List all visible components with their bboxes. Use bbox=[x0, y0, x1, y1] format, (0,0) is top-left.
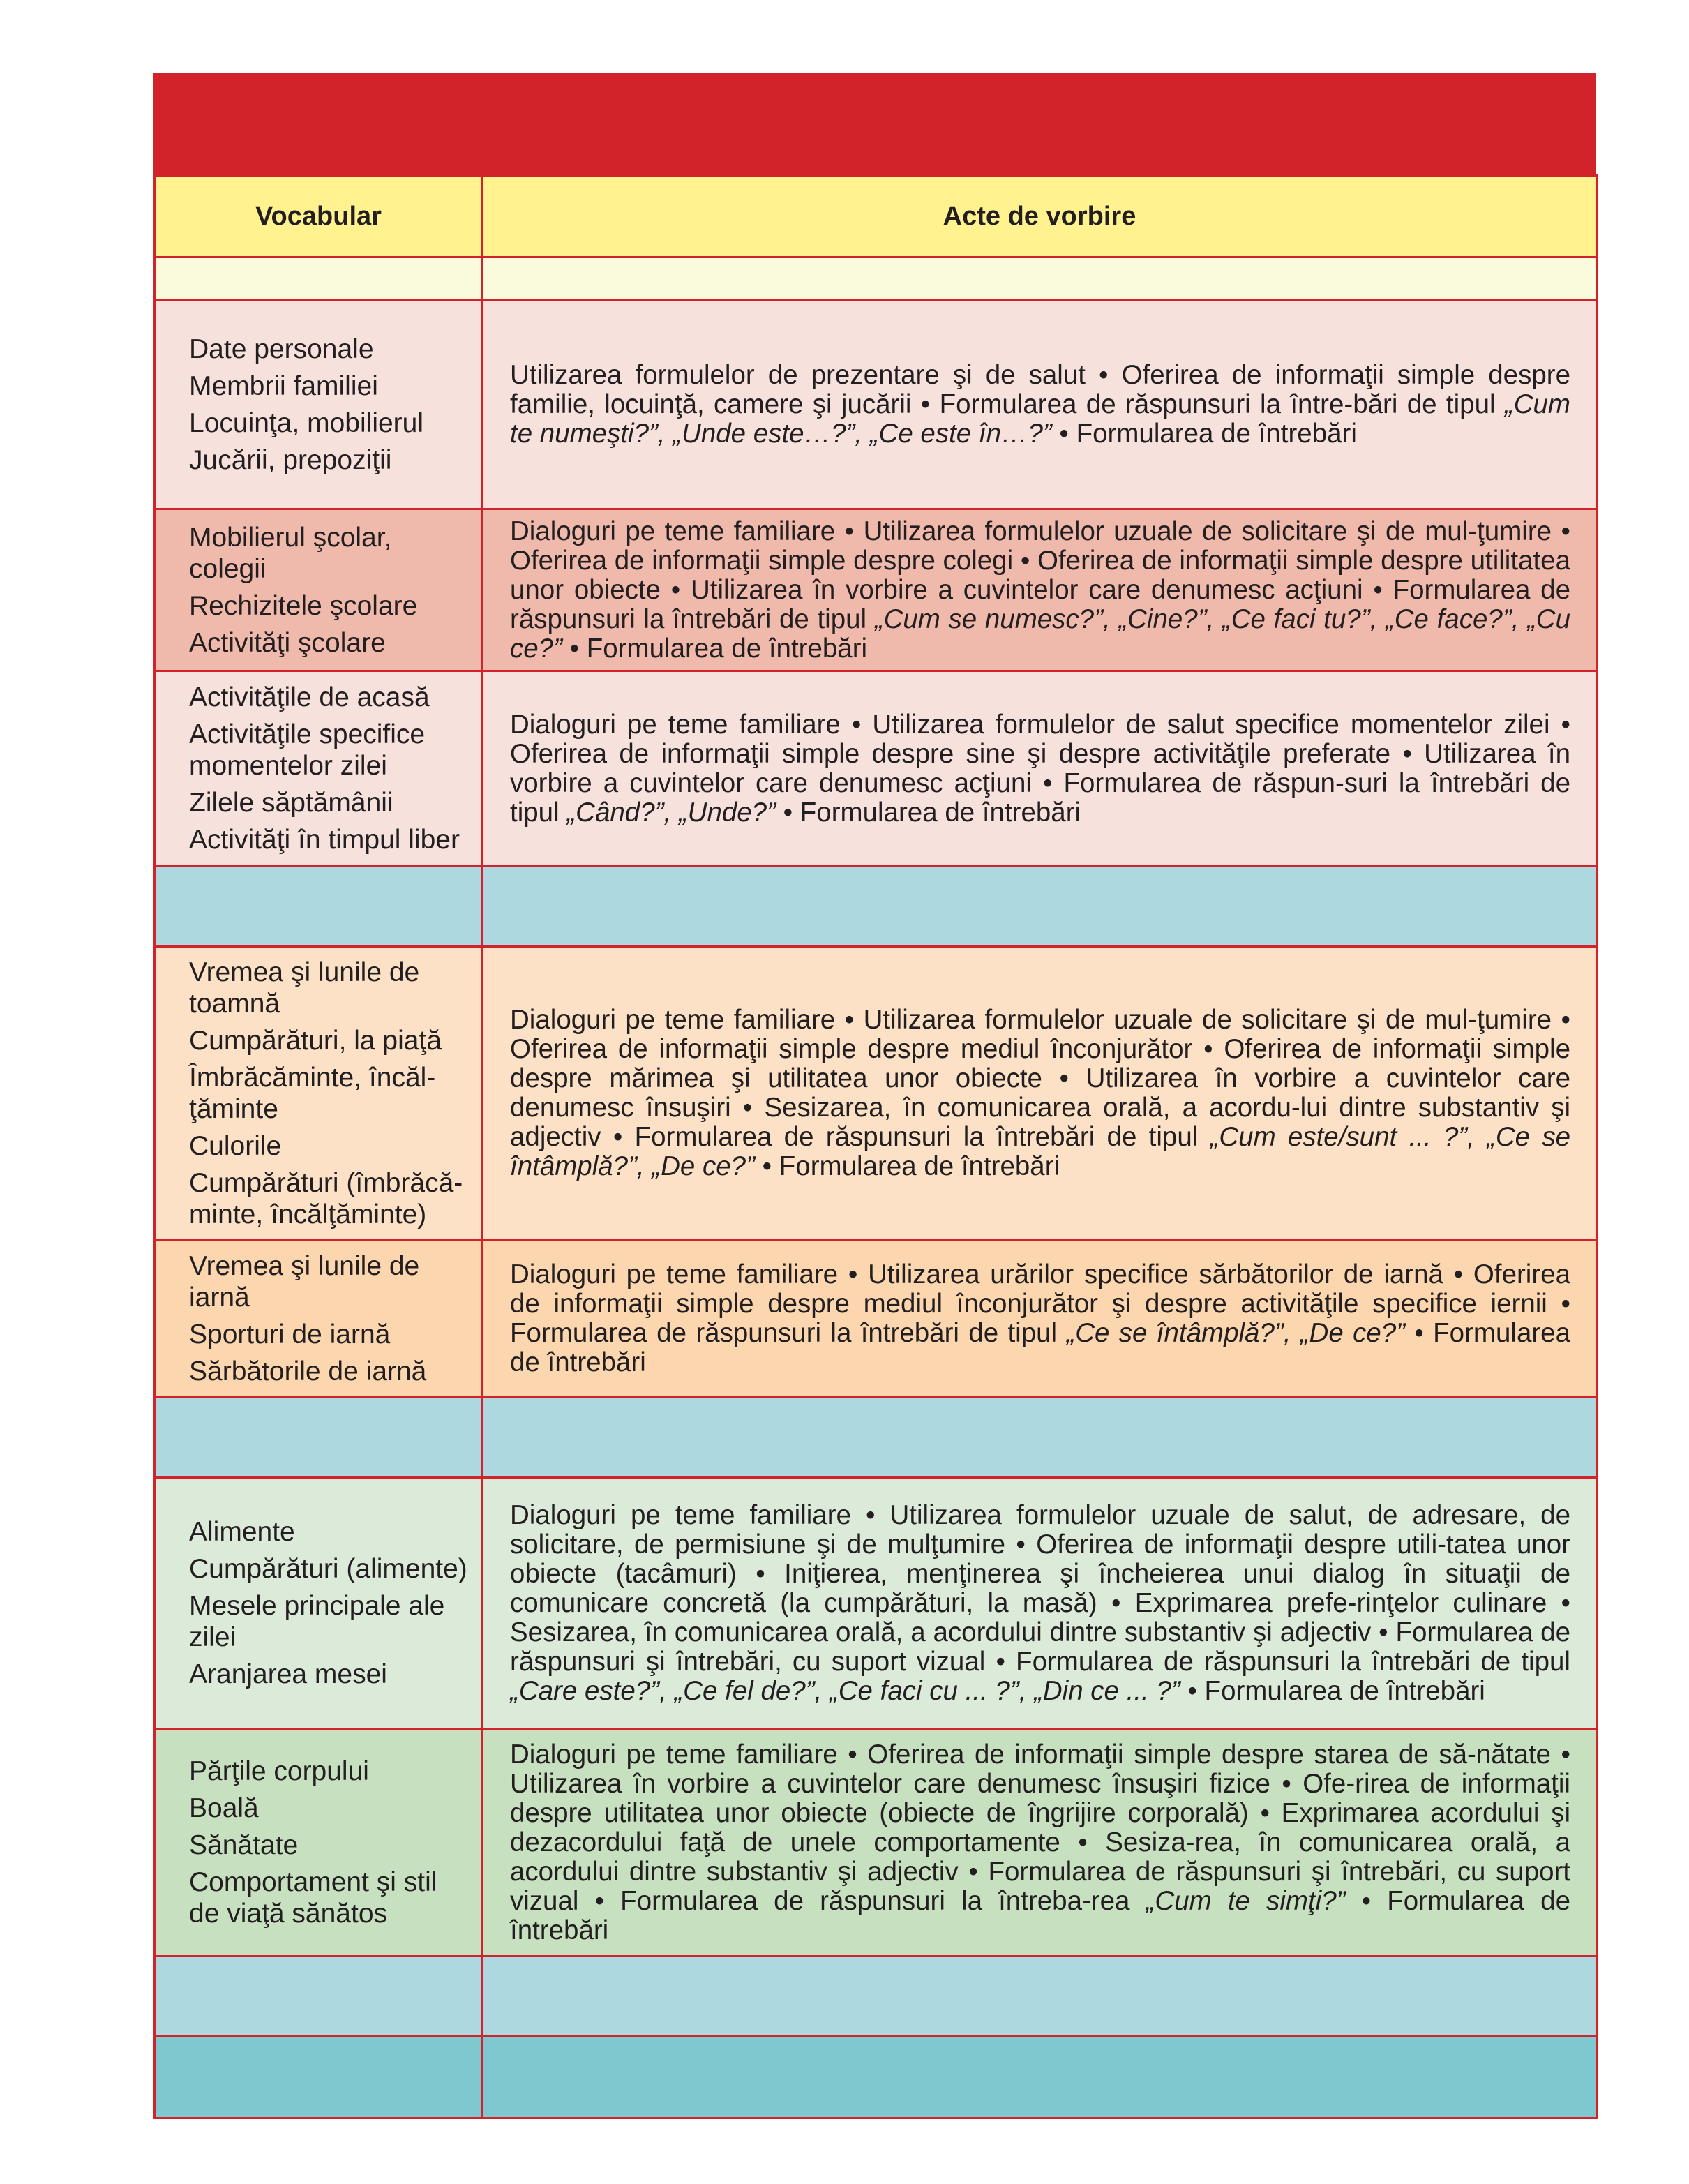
title-banner bbox=[153, 73, 1596, 174]
vocab-item: Sărbătorile de iarnă bbox=[189, 1356, 427, 1386]
table-row bbox=[155, 1729, 1597, 1957]
section-gap-row bbox=[155, 867, 1597, 947]
vocab-item: Cumpărături (alimente) bbox=[189, 1554, 467, 1584]
vocab-item: Aranjarea mesei bbox=[189, 1659, 387, 1689]
vocab-cell bbox=[155, 509, 483, 671]
vocab-item: Rechizitele şcolare bbox=[189, 590, 418, 621]
vocab-item: Activităţile de acasă bbox=[189, 682, 430, 712]
acts-cell bbox=[483, 509, 1597, 671]
acts-text: Dialoguri pe teme familiare • Utilizarea formulelor de salut specifice momentelor zilei • Oferirea de informaţii simple despre sine şi despre activităţile preferate • Utilizarea în vorbire a cuvintelor care denumesc acţiuni • Formularea de răspun-suri la întrebări de tipul „Când?”, „Unde?” • Formularea de întrebări bbox=[510, 709, 1570, 828]
vocab-item: Activităţi şcolare bbox=[189, 627, 386, 658]
vocab-item: Vremea şi lunile de toamnă bbox=[189, 957, 420, 1019]
vocab-item: Sănătate bbox=[189, 1830, 299, 1860]
acts-text: Dialoguri pe teme familiare • Utilizarea formulelor uzuale de salut, de adresare, de solicitare, de permisiune şi de mulţumire • Oferirea de informaţii despre utili-tatea unor obiecte (tacâmuri) • Iniţierea, menţinerea şi încheierea unui dialog în situaţii de comunicare concretă (la cumpărături, la masă) • Exprimarea prefe-rinţelor culinare • Sesizarea, în comunicarea orală, a acordului dintre substantiv şi adjectiv • Formularea de răspunsuri şi întrebări, cu suport vizual • Formularea de răspunsuri la întrebări de tipul „Care este?”, „Ce fel de?”, „Ce faci cu ... ?”, „Din ce ... ?” • Formularea de întrebări bbox=[510, 1499, 1570, 1706]
acts-cell bbox=[483, 1729, 1597, 1957]
vocab-item: Alimente bbox=[189, 1517, 295, 1547]
table-row bbox=[155, 671, 1597, 867]
header-vocab: Vocabular bbox=[155, 176, 483, 257]
vocab-item: Mesele principale ale zilei bbox=[189, 1591, 445, 1652]
vocab-item: Activităţile specifice momentelor zilei bbox=[189, 719, 426, 781]
vocab-cell bbox=[155, 1240, 483, 1398]
vocab-cell bbox=[155, 671, 483, 867]
vocab-item: Sporturi de iarnă bbox=[189, 1319, 391, 1349]
vocab-item: Date personale bbox=[189, 334, 374, 364]
acts-cell bbox=[483, 947, 1597, 1240]
acts-cell bbox=[483, 300, 1597, 509]
header-row bbox=[155, 176, 1597, 257]
acts-cell bbox=[483, 1478, 1597, 1729]
vocab-item: Locuinţa, mobilierul bbox=[189, 407, 424, 438]
table-row bbox=[155, 509, 1597, 671]
acts-text: Utilizarea formulelor de prezentare şi de salut • Oferirea de informaţii simple despre familie, locuinţă, camere şi jucării • Formularea de răspunsuri la între-bări de tipul „Cum te numeşti?”, „Unde este…?”, „Ce este în…?” • Formularea de întrebări bbox=[510, 359, 1570, 449]
vocab-item: Culorile bbox=[189, 1130, 282, 1161]
vocab-cell bbox=[155, 1478, 483, 1729]
curriculum-table bbox=[153, 174, 1598, 2119]
acts-cell bbox=[483, 1240, 1597, 1398]
vocab-item: Jucării, prepoziţii bbox=[189, 444, 392, 475]
vocab-item: Cumpărături, la piaţă bbox=[189, 1025, 442, 1056]
vocab-item: Mobilierul şcolar, colegii bbox=[189, 522, 392, 584]
vocab-item: Zilele săptămânii bbox=[189, 788, 393, 818]
table-row bbox=[155, 947, 1597, 1240]
spacer-row bbox=[155, 257, 1597, 300]
header-acts: Acte de vorbire bbox=[483, 176, 1597, 257]
vocab-item: Comportament şi stil de viaţă sănătos bbox=[189, 1867, 437, 1929]
vocab-cell bbox=[155, 947, 483, 1240]
vocab-item: Îmbrăcăminte, încăl-ţăminte bbox=[189, 1062, 436, 1124]
vocab-item: Boală bbox=[189, 1793, 259, 1823]
vocab-item: Cumpărături (îmbrăcă-minte, încălţăminte) bbox=[189, 1167, 463, 1229]
section-gap-row bbox=[155, 1398, 1597, 1478]
vocab-item: Activităţi în timpul liber bbox=[189, 825, 460, 855]
acts-text: Dialoguri pe teme familiare • Oferirea de informaţii simple despre starea de să-nătate • Utilizarea în vorbire a cuvintelor care denumesc însuşiri fizice • Ofe-rirea de informaţii despre utilitatea unor obiecte (obiecte de îngrijire corporală) • Exprimarea acordului şi dezacordului faţă de unele comportamente • Sesiza-rea, în comunicarea orală, a acordului dintre substantiv şi adjectiv • Formularea de răspunsuri şi întrebări, cu suport vizual • Formularea de răspunsuri la întreba-rea „Cum te simţi?” • Formularea de întrebări bbox=[510, 1739, 1571, 1945]
acts-text: Dialoguri pe teme familiare • Utilizarea formulelor uzuale de solicitare şi de mul-ţumire • Oferirea de informaţii simple despre mediul înconjurător • Oferirea de informaţii simple despre mărimea şi utilitatea unor obiecte • Utilizarea în vorbire a cuvintelor care denumesc însuşiri • Sesizarea, în comunicarea orală, a acordu-lui dintre substantiv şi adjectiv • Formularea de răspunsuri la întrebări de tipul „Cum este/sunt ... ?”, „Ce se întâmplă?”, „De ce?” • Formularea de întrebări bbox=[510, 1004, 1570, 1181]
table-row bbox=[155, 1478, 1597, 1729]
table-row bbox=[155, 1240, 1597, 1398]
vocab-item: Vremea şi lunile de iarnă bbox=[189, 1250, 420, 1312]
vocab-cell bbox=[155, 300, 483, 509]
acts-text: Dialoguri pe teme familiare • Utilizarea urărilor specifice sărbătorilor de iarnă • Oferirea de informaţii simple despre mediul înconjurător şi despre activităţile specifice iernii • Formularea de răspunsuri la întrebări de tipul „Ce se întâmplă?”, „De ce?” • Formularea de întrebări bbox=[510, 1259, 1571, 1377]
acts-cell bbox=[483, 671, 1597, 867]
vocab-item: Membrii familiei bbox=[189, 371, 378, 401]
curriculum-sheet bbox=[153, 73, 1596, 2119]
vocab-cell bbox=[155, 1729, 483, 1957]
section-gap-row bbox=[155, 2037, 1597, 2118]
vocab-item: Părţile corpului bbox=[189, 1756, 369, 1786]
section-gap-row bbox=[155, 1957, 1597, 2037]
table-row bbox=[155, 300, 1597, 509]
acts-text: Dialoguri pe teme familiare • Utilizarea formulelor uzuale de solicitare şi de mul-ţumire • Oferirea de informaţii simple despre colegi • Oferirea de informaţii simple despre utilitatea unor obiecte • Utilizarea în vorbire a cuvintelor care denumesc acţiuni • Formularea de răspunsuri la întrebări de tipul „Cum se numesc?”, „Cine?”, „Ce faci tu?”, „Ce face?”, „Cu ce?” • Formularea de întrebări bbox=[510, 516, 1570, 664]
